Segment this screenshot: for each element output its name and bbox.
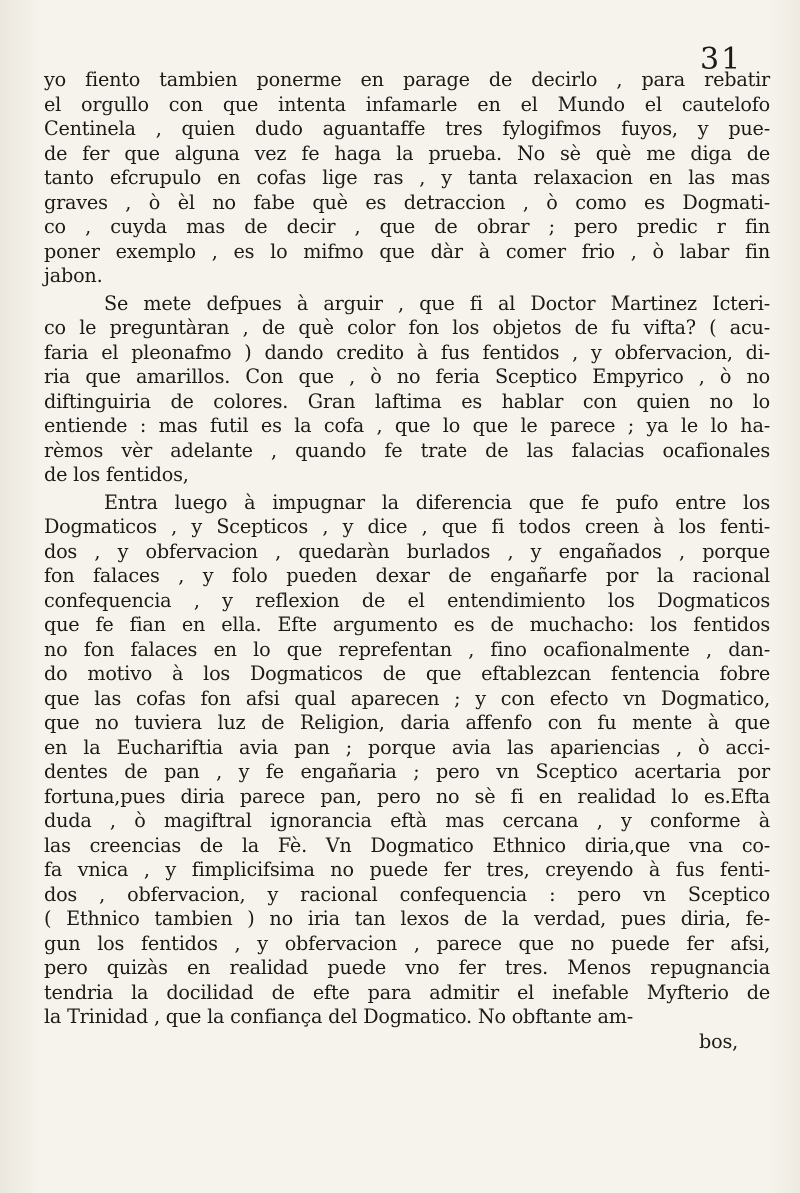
text-line: ria que amarillos. Con que , ò no feria Sceptico Empyrico , ò no <box>44 365 770 388</box>
text-line: dos , obfervacion, y racional confequencia : pero vn Sceptico <box>44 882 770 906</box>
text-line: las creencias de la Fè. Vn Dogmatico Ethnico diria,que vna co- <box>44 833 770 857</box>
text-line: Centinela , quien dudo aguantaffe tres fylogifmos fuyos, y pue- <box>44 117 770 140</box>
text-line: entiende : mas futil es la cofa , que lo que le parece ; ya le lo ha- <box>44 414 770 437</box>
text-line: pero quizàs en realidad puede vno fer tres. Menos repugnancia <box>44 956 770 979</box>
text-line: Se mete defpues à arguir , que fi al Doctor Martinez Icteri- <box>104 291 770 315</box>
text-line: de fer que alguna vez fe haga la prueba. No sè què me diga de <box>44 141 770 165</box>
text-line: gun los fentidos , y obfervacion , parece que no puede fer afsi, <box>44 931 770 955</box>
text-line: el orgullo con que intenta infamarle en el Mundo el cautelofo <box>44 92 770 116</box>
text-line: confequencia , y reflexion de el entendimiento los Dogmaticos <box>44 588 770 612</box>
text-line: do motivo à los Dogmaticos de que eftablezcan fentencia fobre <box>44 662 770 685</box>
text-line: jabon. <box>44 264 103 287</box>
text-line: co le preguntàran , de què color fon los objetos de fu vifta? ( acu- <box>44 316 770 339</box>
text-line: graves , ò èl no fabe què es detraccion , ò como es Dogmati- <box>44 190 770 214</box>
text-line: dos , y obfervacion , quedaràn burlados , y engañados , porque <box>44 539 770 563</box>
text-line: Dogmaticos , y Scepticos , y dice , que fi todos creen à los fenti- <box>44 515 770 538</box>
text-line: de los fentidos, <box>44 463 189 486</box>
text-line: que fe fian en ella. Efte argumento es de muchacho: los fentidos <box>44 613 770 636</box>
text-line: Entra luego à impugnar la diferencia que fe pufo entre los <box>104 490 770 514</box>
text-line: que las cofas fon afsi qual aparecen ; y con efecto vn Dogmatico, <box>44 686 770 710</box>
text-line: tendria la docilidad de efte para admitir el inefable Myfterio de <box>44 980 770 1004</box>
body-text <box>44 68 770 1054</box>
text-line: poner exemplo , es lo mifmo que dàr à comer frio , ò labar fin <box>44 239 770 263</box>
text-line: rèmos vèr adelante , quando fe trate de las falacias ocafionales <box>44 438 770 462</box>
text-line: dentes de pan , y fe engañaria ; pero vn Sceptico acertaria por <box>44 760 770 783</box>
text-line: fortuna,pues diria parece pan, pero no sè fi en realidad lo es.Efta <box>44 784 770 808</box>
text-line: co , cuyda mas de decir , que de obrar ; pero predic r fin <box>44 215 770 238</box>
text-line: la Trinidad , que la confiança del Dogmatico. No obftante am- <box>44 1005 634 1028</box>
text-line: que no tuviera luz de Religion, daria affenfo con fu mente à que <box>44 711 770 734</box>
text-line: fa vnica , y fimplicifsima no puede fer tres, creyendo à fus fenti- <box>44 858 770 881</box>
text-line: en la Euchariftia avia pan ; porque avia las apariencias , ò acci- <box>44 735 770 759</box>
page-number: 31 <box>700 42 743 77</box>
text-line: ( Ethnico tambien ) no iria tan lexos de la verdad, pues diria, fe- <box>44 907 770 930</box>
text-line: tanto efcrupulo en cofas lige ras , y tanta relaxacion en las mas <box>44 166 770 189</box>
text-line: faria el pleonafmo ) dando credito à fus fentidos , y obfervacion, di- <box>44 340 770 364</box>
text-line: no fon falaces en lo que reprefentan , fino ocafionalmente , dan- <box>44 637 770 661</box>
text-line: diftinguiria de colores. Gran laftima es hablar con quien no lo <box>44 389 770 413</box>
catchword: bos, <box>699 1029 738 1053</box>
text-line: duda , ò magiftral ignorancia eftà mas cercana , y conforme à <box>44 809 770 832</box>
text-line: yo fiento tambien ponerme en parage de decirlo , para rebatir <box>44 68 770 91</box>
text-line: fon falaces , y folo pueden dexar de engañarfe por la racional <box>44 564 770 587</box>
